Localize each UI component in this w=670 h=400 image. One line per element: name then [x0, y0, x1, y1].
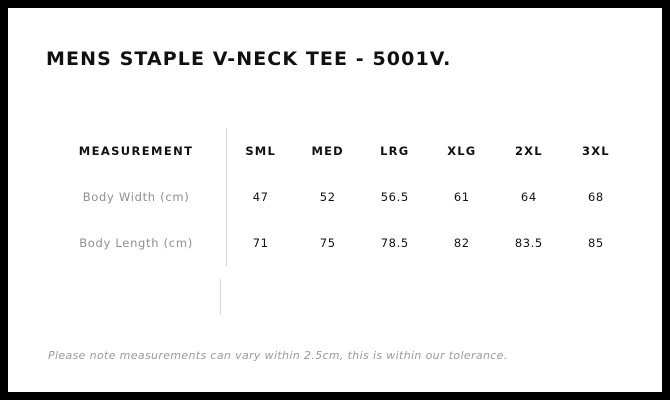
- cell-body-width-med: 52: [319, 190, 336, 204]
- cell-body-width-lrg: 56.5: [380, 190, 409, 204]
- cell-body-length-2xl: 83.5: [514, 236, 543, 250]
- tolerance-note: Please note measurements can vary within 2.5cm, this is within our tolerance.: [48, 349, 508, 362]
- cell-body-width-3xl: 68: [588, 190, 604, 204]
- table-vertical-divider: [220, 279, 221, 315]
- size-chart-table: [46, 128, 630, 266]
- cell-body-length-med: 75: [319, 236, 336, 250]
- page-content: [8, 8, 662, 392]
- cell-body-width-2xl: 64: [520, 190, 537, 204]
- cell-body-length-3xl: 85: [588, 236, 604, 250]
- cell-body-length-lrg: 78.5: [380, 236, 409, 250]
- cell-body-length-xlg: 82: [453, 236, 470, 250]
- row-label-body-width: Body Width (cm): [82, 190, 190, 204]
- table-row: [46, 174, 630, 220]
- table-header-row: [46, 128, 630, 174]
- column-header-sml: SML: [227, 128, 295, 174]
- column-header-measurement: MEASUREMENT: [78, 144, 194, 158]
- column-header-med: MED: [311, 144, 344, 158]
- page-title: MENS STAPLE V-NECK TEE - 5001V.: [46, 48, 452, 70]
- table-header: [46, 128, 630, 174]
- column-header-3xl: 3XL: [582, 144, 610, 158]
- column-header-xlg: XLG: [447, 144, 477, 158]
- table-body: [46, 174, 630, 266]
- page-card: [8, 8, 662, 392]
- cell-body-width-xlg: 61: [453, 190, 470, 204]
- cell-body-length-sml: 71: [227, 220, 295, 266]
- cell-body-width-sml: 47: [227, 174, 295, 220]
- column-header-lrg: LRG: [380, 144, 410, 158]
- column-header-2xl: 2XL: [514, 144, 543, 158]
- table-row: [46, 220, 630, 266]
- row-label-body-length: Body Length (cm): [79, 236, 193, 250]
